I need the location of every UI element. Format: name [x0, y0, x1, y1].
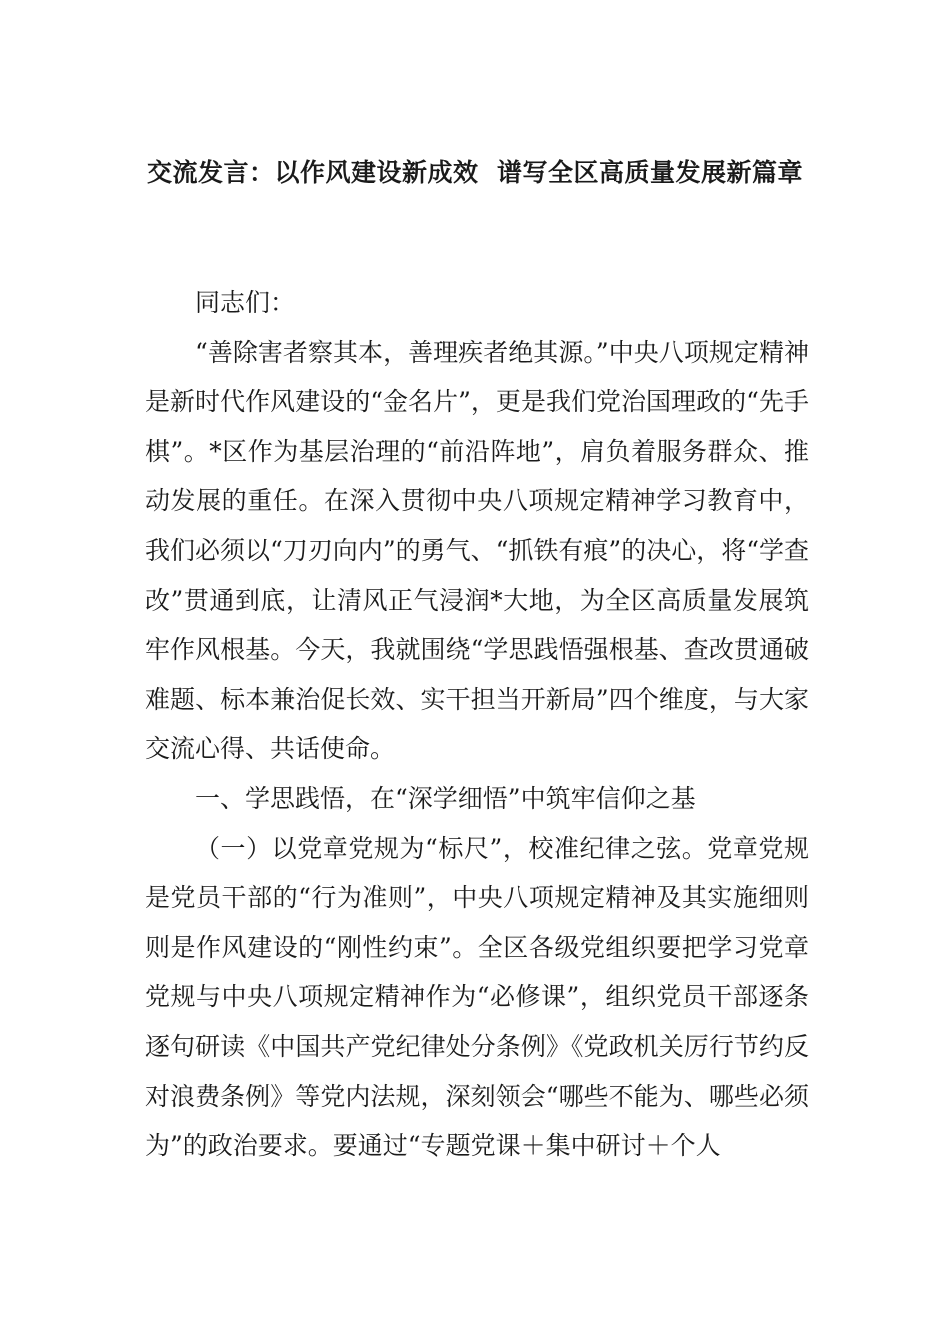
subsection-paragraph: （一）以党章党规为“标尺”，校准纪律之弦。党章党规是党员干部的“行为准则”，中央八项规定精神及其实施细则则是作风建设的“刚性约束”。全区各级党组织要把学习党章党规与中央八项规定精神作为“必修课”，组织党员干部逐条逐句研读《中国共产党纪律处分条例》《党政机关厉行节约反对浪费条例》等党内法规，深刻领会“哪些不能为、哪些必须为”的政治要求。要通过“专题党课＋集中研讨＋个人: [145, 833, 809, 1161]
salutation-paragraph: 同志们：: [195, 288, 296, 317]
intro-paragraph: “善除害者察其本，善理疾者绝其源。”中央八项规定精神是新时代作风建设的“金名片”，更是我们党治国理政的“先手棋”。*区作为基层治理的“前沿阵地”，肩负着服务群众、推动发展的重任。在深入贯彻中央八项规定精神学习教育中，我们必须以“刀刃向内”的勇气、“抓铁有痕”的决心，将“学查改”贯通到底，让清风正气浸润*大地，为全区高质量发展筑牢作风根基。今天，我就围绕“学思践悟强根基、查改贯通破难题、标本兼治促长效、实干担当开新局”四个维度，与大家交流心得、共话使命。: [145, 337, 809, 764]
document-title: 交流发言：以作风建设新成效 谱写全区高质量发展新篇章: [147, 158, 803, 187]
section-heading: 一、学思践悟，在“深学细悟”中筑牢信仰之基: [195, 783, 696, 813]
document-body: [145, 278, 809, 1171]
